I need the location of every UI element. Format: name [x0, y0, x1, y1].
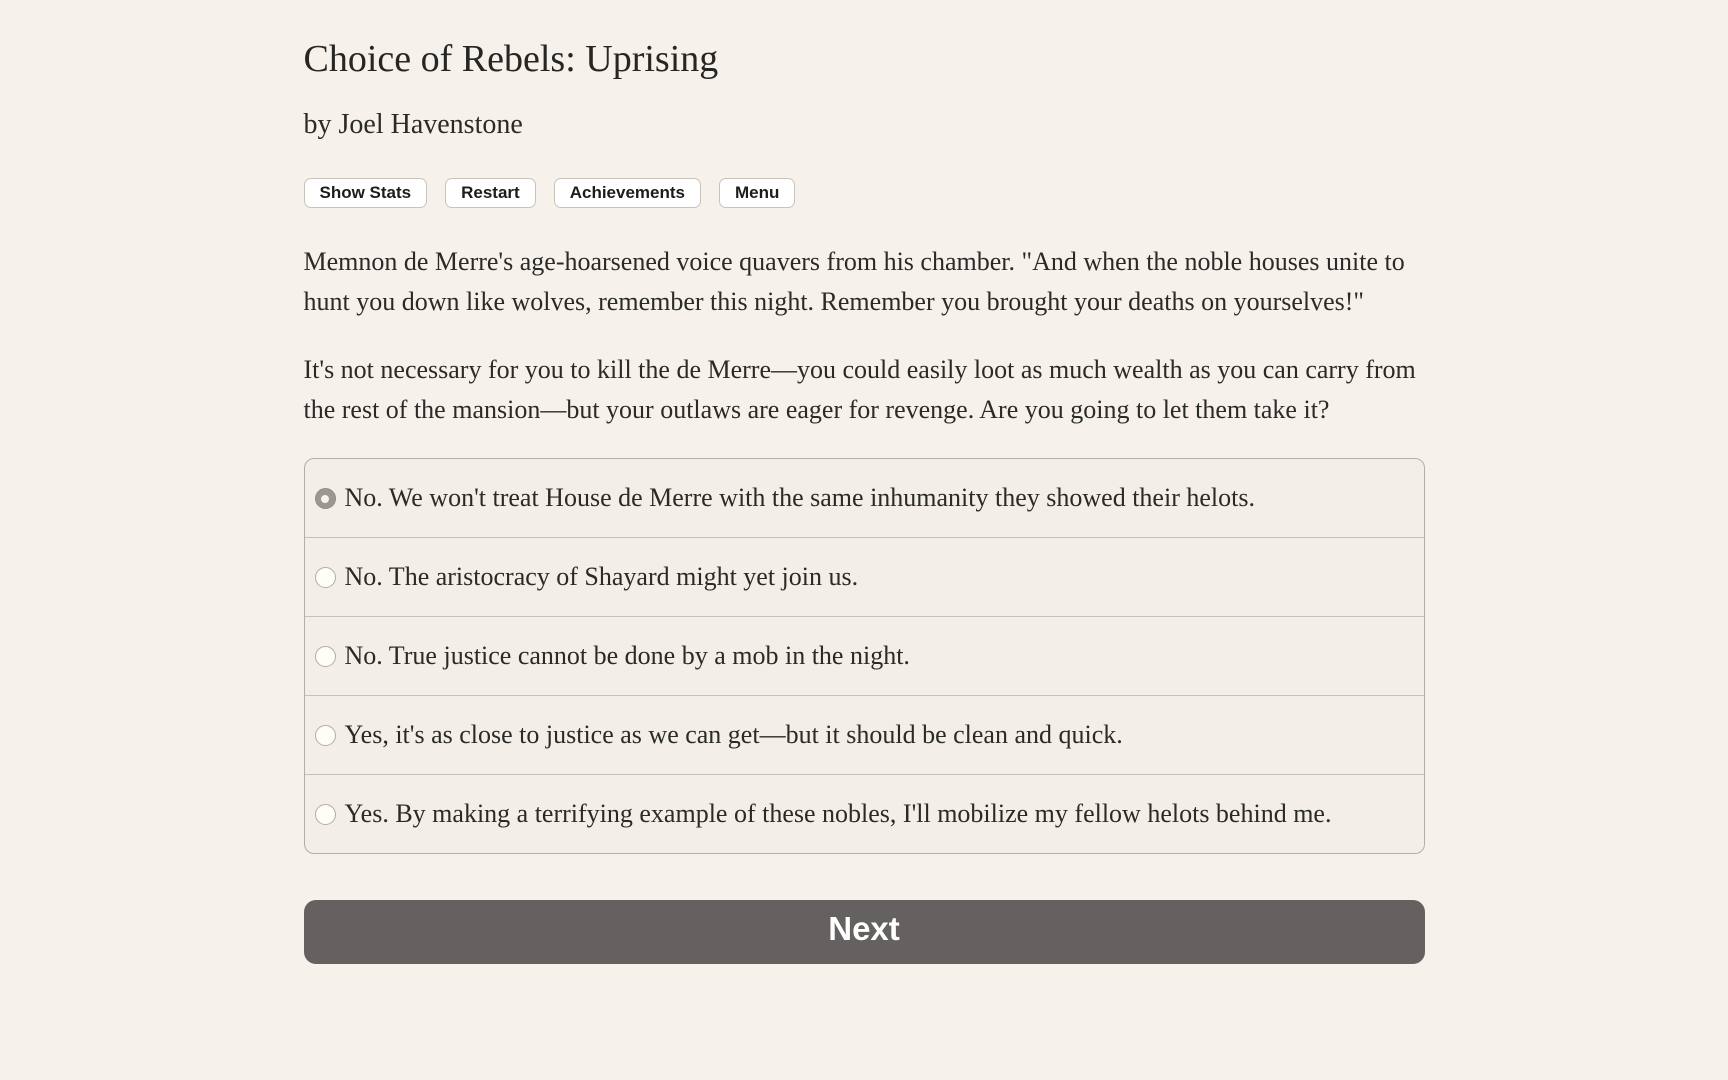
game-page: [304, 0, 1425, 964]
story-paragraph: It's not necessary for you to kill the de Merre—you could easily loot as much wealth as you can carry from the rest of the mansion—but your outlaws are eager for revenge. Are you going to let them take it?: [303, 355, 1416, 424]
choice-label: Yes, it's as close to justice as we can get—but it should be clean and quick.: [344, 720, 1123, 749]
menu-button[interactable]: Menu: [719, 178, 795, 208]
choice-option-2[interactable]: [305, 537, 1424, 616]
achievements-button[interactable]: Achievements: [554, 178, 701, 208]
choice-label: No. True justice cannot be done by a mob in the night.: [344, 641, 910, 670]
radio-icon[interactable]: [315, 725, 336, 746]
choice-label: No. We won't treat House de Merre with the same inhumanity they showed their helots.: [344, 483, 1255, 512]
author-byline: by Joel Havenstone: [303, 109, 523, 140]
radio-icon[interactable]: [315, 646, 336, 667]
story-paragraph: Memnon de Merre's age-hoarsened voice quavers from his chamber. "And when the noble houses unite to hunt you down like wolves, remember this night. Remember you brought your deaths on yourselves!": [303, 247, 1405, 316]
choice-list: [304, 458, 1425, 854]
show-stats-button[interactable]: Show Stats: [304, 178, 428, 208]
radio-selected-icon[interactable]: [315, 488, 336, 509]
choice-option-3[interactable]: [305, 616, 1424, 695]
radio-icon[interactable]: [315, 567, 336, 588]
choice-option-1[interactable]: [305, 459, 1424, 537]
page-title: Choice of Rebels: Uprising: [303, 38, 719, 80]
story-text: [304, 242, 1425, 430]
restart-button[interactable]: Restart: [445, 178, 536, 208]
next-button[interactable]: Next: [304, 900, 1425, 964]
choice-option-4[interactable]: [305, 695, 1424, 774]
choice-label: Yes. By making a terrifying example of these nobles, I'll mobilize my fellow helots behind me.: [344, 799, 1332, 828]
choice-label: No. The aristocracy of Shayard might yet join us.: [344, 562, 859, 591]
toolbar: [304, 178, 1425, 208]
choice-option-5[interactable]: [305, 774, 1424, 853]
radio-icon[interactable]: [315, 804, 336, 825]
